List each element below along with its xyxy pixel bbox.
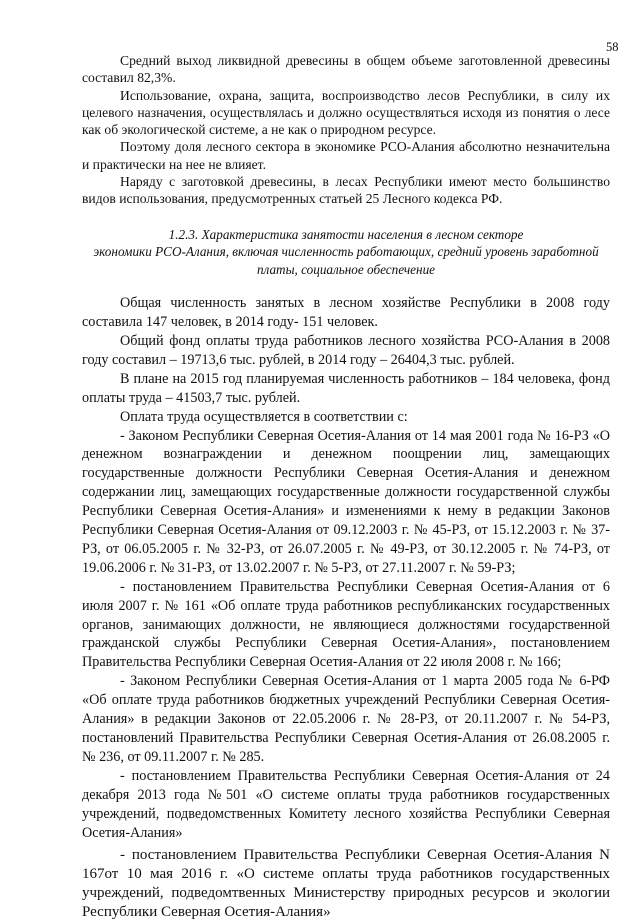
list-item-resolution-161: - постановлением Правительства Республики Северная Осетия-Алания от 6 июля 2007 г. № 161 «Об оплате труда работников республиканских государственных органов, занимающих должности, не являющиеся должностями государственной гражданской службы Республики Северная Осетия-Алания», постановлением Правительства Республики Северная Осетия-Алания от 22 июля 2008 г. № 166;: [82, 578, 610, 671]
section-heading-line-2: экономики РСО-Алания, включая численность работающих, средний уровень заработной платы, социальное обеспечение: [93, 244, 599, 277]
section-employment: [82, 294, 610, 922]
list-item-resolution-501: - постановлением Правительства Республики Северная Осетия-Алания от 24 декабря 2013 года №501 «О системе оплаты труда работников государственных учреждений, подведомственных Комитету лесного хозяйства Республики Северная Осетия-Алания»: [82, 767, 610, 841]
section-heading: [82, 226, 610, 279]
page-number: 58: [606, 40, 619, 54]
paragraph-plan-2015: В плане на 2015 год планируемая численность работников – 184 человека, фонд оплаты труда – 41503,7 тыс. рублей.: [82, 370, 610, 406]
list-item-law-6rf: - Законом Республики Северная Осетия-Алания от 1 марта 2005 года № 6-РФ «Об оплате труда работников бюджетных учреждений Республики Северная Осетия-Алания» в редакции Законов от 22.05.2006 г. № 28-РЗ, от 20.11.2007 г. № 54-РЗ, постановлений Правительства Республики Северная Осетия-Алания от 26.08.2005 г. № 236, от 09.11.2007 г. № 285.: [82, 673, 610, 765]
paragraph-employment-count: Общая численность занятых в лесном хозяйстве Республики в 2008 году составила 147 человек, в 2014 году- 151 человек.: [82, 295, 610, 331]
paragraph-other-uses: Наряду с заготовкой древесины, в лесах Республики имеют место большинство видов использования, предусмотренных статьей 25 Лесного кодекса РФ.: [82, 174, 610, 207]
list-item-law-16rz: - Законом Республики Северная Осетия-Алания от 14 мая 2001 года № 16-РЗ «О денежном вознаграждении и денежном поощрении лиц, замещающих государственные должности Республики Северная Осетия-Алания и денежном содержании лиц, замещающих государственные должности государственной службы Республики Северная Осетия-Алания» и изменениями к нему в редакции Законов Республики Северная Осетия-Алания от 09.12.2003 г. № 45-РЗ, от 15.12.2003 г. № 37-РЗ, от 06.05.2005 г. № 32-РЗ, от 26.07.2005 г. № 49-РЗ, от 30.12.2005 г. № 74-РЗ, от 19.06.2006 г. № 31-РЗ, от 13.02.2007 г. № 5-РЗ, от 27.11.2007 г. № 59-РЗ;: [82, 427, 610, 576]
paragraph-wage-fund: Общий фонд оплаты труда работников лесного хозяйства РСО-Алания в 2008 году составил – 19713,6 тыс. рублей, в 2014 году – 26404,3 тыс. рублей.: [82, 332, 610, 368]
list-item-resolution-167: - постановлением Правительства Республики Северная Осетия-Алания N 167от 10 мая 2016 г. «О системе оплаты труда работников государственных учреждений, подведомтвенных Министерству природных ресурсов и экологии Республики Северная Осетия-Алания»: [82, 847, 610, 921]
section-heading-line-1: 1.2.3. Характеристика занятости населения в лесном секторе: [168, 226, 524, 242]
paragraph-forest-use: Использование, охрана, защита, воспроизводство лесов Республики, в силу их целевого назначения, осуществлялась и должно осуществляться исходя из понятия о лесе как об экологической системе, а не как о природном ресурсе.: [82, 87, 610, 138]
paragraph-pay-basis: Оплата труда осуществляется в соответствии с:: [120, 408, 408, 425]
paragraph-forest-share: Поэтому доля лесного сектора в экономике РСО-Алания абсолютно незначительна и практически на нее не влияет.: [82, 139, 610, 172]
paragraph-wood-yield: Средний выход ликвидной древесины в общем объеме заготовленной древесины составил 82,3%.: [82, 53, 610, 86]
document-body: [82, 52, 610, 922]
